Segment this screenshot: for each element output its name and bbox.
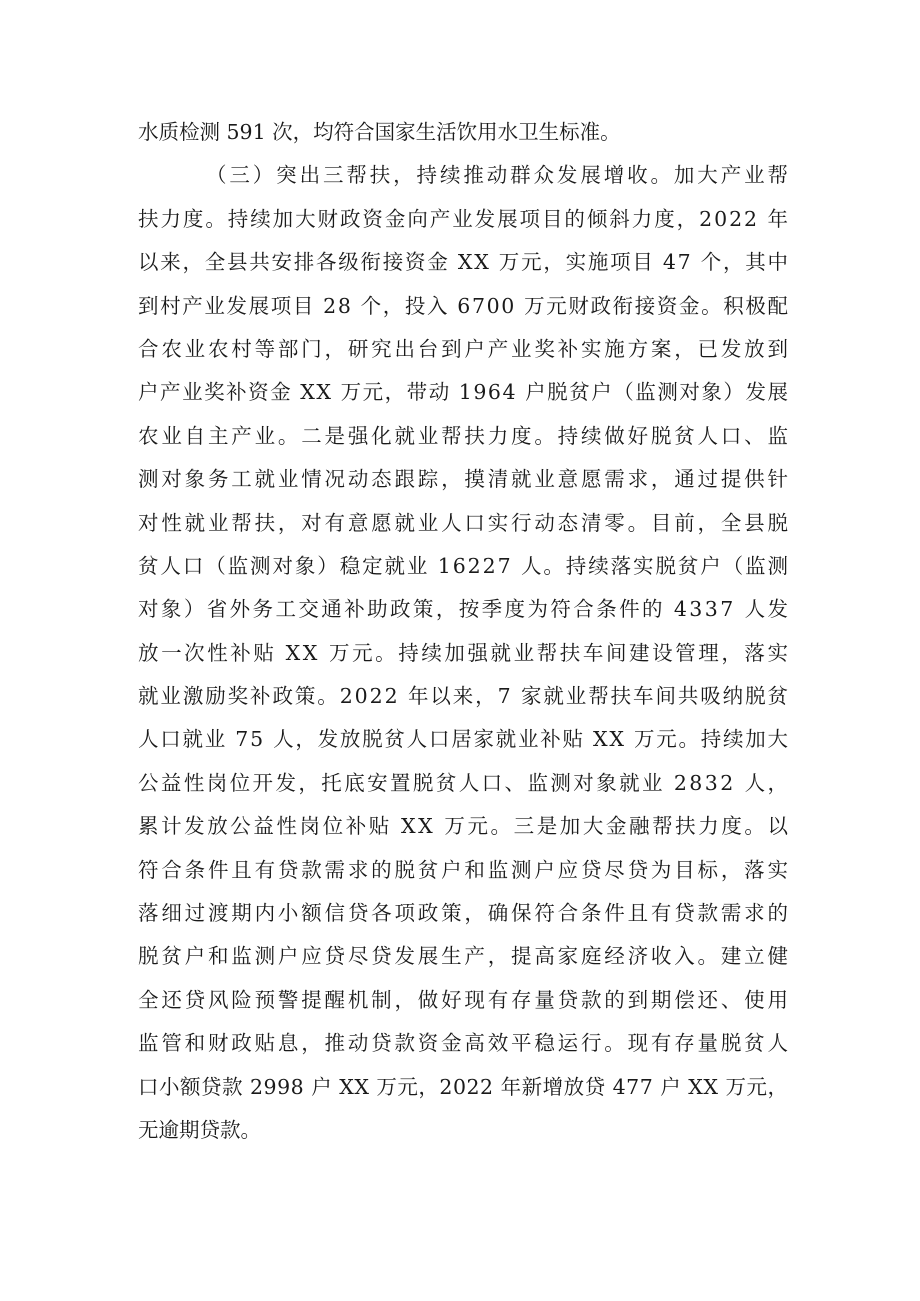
line-text: 户产业奖补资金 XX 万元，带动 1964 户脱贫户（监测对象）发展 — [138, 380, 790, 405]
line-text: 累计发放公益性岗位补贴 XX 万元。三是加大金融帮扶力度。以 — [138, 814, 791, 839]
line-text: 农业自主产业。二是强化就业帮扶力度。持续做好脱贫人口、监 — [138, 423, 791, 448]
line-text: （三）突出三帮扶，持续推动群众发展增收。加大产业帮 — [206, 163, 791, 188]
text-line — [138, 805, 791, 848]
line-text: 人口就业 75 人，发放脱贫人口居家就业补贴 XX 万元。持续加大 — [138, 727, 790, 752]
line-text: 就业激励奖补政策。2022 年以来，7 家就业帮扶车间共吸纳脱贫 — [138, 684, 790, 709]
line-text: 扶力度。持续加大财政资金向产业发展项目的倾斜力度，2022 年 — [138, 206, 790, 231]
paragraph-first-line — [138, 154, 791, 197]
text-line — [138, 545, 788, 588]
line-text: 贫人口（监测对象）稳定就业 16227 人。持续落实脱贫户（监测 — [138, 553, 790, 578]
text-line — [138, 285, 788, 328]
line-text: 符合条件且有贷款需求的脱贫户和监测户应贷尽贷为目标，落实 — [138, 857, 791, 882]
text-line — [138, 632, 791, 675]
text-line — [138, 1022, 791, 1065]
text-line — [138, 371, 788, 414]
line-text: 监管和财政贴息，推动贷款资金高效平稳运行。现有存量脱贫人 — [138, 1031, 791, 1056]
text-line — [138, 979, 791, 1022]
text-line — [138, 892, 791, 935]
line-text: 测对象务工就业情况动态跟踪，摸清就业意愿需求，通过提供针 — [138, 467, 791, 492]
text-line — [138, 415, 791, 458]
line-text: 合农业农村等部门，研究出台到户产业奖补实施方案，已发放到 — [138, 336, 791, 361]
text-line — [138, 762, 791, 805]
text-line — [138, 328, 791, 371]
line-text: 口小额贷款 2998 户 XX 万元，2022 年新增放贷 477 户 XX 万元， — [138, 1074, 789, 1099]
line-text: 放一次性补贴 XX 万元。持续加强就业帮扶车间建设管理，落实 — [138, 640, 791, 665]
line-text: 全还贷风险预警提醒机制，做好现有存量贷款的到期偿还、使用 — [138, 987, 791, 1012]
text-line — [138, 588, 791, 631]
text-line — [138, 675, 788, 718]
line-text: 落细过渡期内小额信贷各项政策，确保符合条件且有贷款需求的 — [138, 901, 791, 926]
text-line — [138, 111, 788, 154]
line-text: 公益性岗位开发，托底安置脱贫人口、监测对象就业 2832 人， — [138, 770, 791, 795]
line-text: 水质检测 591 次，均符合国家生活饮用水卫生标准。 — [138, 120, 621, 144]
text-line — [138, 458, 791, 501]
text-line — [138, 241, 788, 284]
text-line — [138, 198, 788, 241]
text-line — [138, 718, 788, 761]
text-line — [138, 1109, 788, 1152]
text-line — [138, 935, 791, 978]
line-text: 对象）省外务工交通补助政策，按季度为符合条件的 4337 人发 — [138, 597, 791, 622]
line-text: 脱贫户和监测户应贷尽贷发展生产，提高家庭经济收入。建立健 — [138, 944, 791, 969]
line-text: 到村产业发展项目 28 个，投入 6700 万元财政衔接资金。积极配 — [138, 293, 790, 318]
text-line — [138, 502, 791, 545]
body-text — [138, 111, 791, 1152]
line-text: 对性就业帮扶，对有意愿就业人口实行动态清零。目前，全县脱 — [138, 510, 791, 535]
text-line — [138, 1066, 788, 1109]
text-line — [138, 849, 791, 892]
line-text: 无逾期贷款。 — [138, 1117, 261, 1142]
line-text: 以来，全县共安排各级衔接资金 XX 万元，实施项目 47 个，其中 — [138, 250, 790, 275]
